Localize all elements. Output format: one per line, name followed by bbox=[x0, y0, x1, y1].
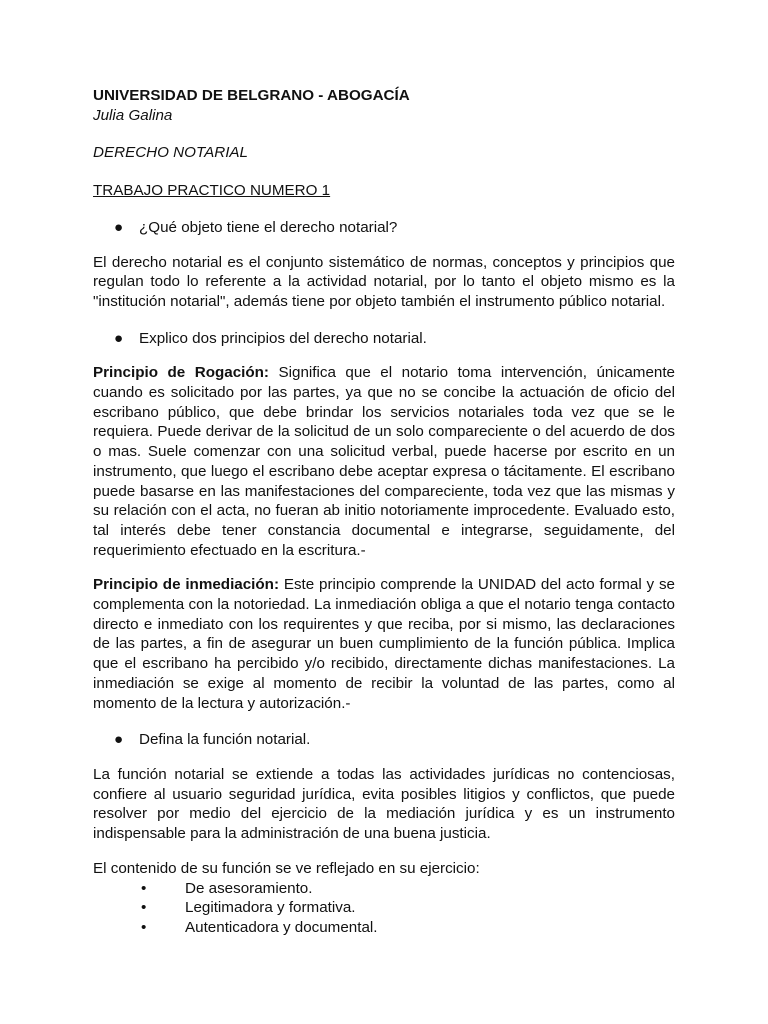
bullet-icon: ● bbox=[114, 218, 124, 236]
principio-inmediacion-paragraph bbox=[93, 575, 675, 713]
question-1 bbox=[93, 218, 675, 238]
question-1-text: ¿Qué objeto tiene el derecho notarial? bbox=[139, 218, 398, 236]
bullet-icon: • bbox=[141, 879, 147, 897]
assignment-heading: TRABAJO PRACTICO NUMERO 1 bbox=[93, 182, 331, 200]
contenido-list bbox=[93, 879, 675, 938]
question-2-text: Explico dos principios del derecho notarial. bbox=[139, 329, 427, 347]
author-name: Julia Galina bbox=[93, 106, 173, 124]
principio-inmediacion-text: Este principio comprende la UNIDAD del acto formal y se complementa con la notoriedad. La inmediación obliga a que el notario tenga contacto directo e inmediato con los requirentes y que reciba, por si mismo, las declaraciones de las partes, a fin de asegurar un buen cumplimiento de la función pública. Implica que el escribano ha percibido y/o recibido, directamente dichas manifestaciones. La inmediación se exige al momento de recibir la voluntad de las partes, como al momento de la lectura y autorización.- bbox=[93, 576, 675, 712]
list-item-text: De asesoramiento. bbox=[185, 879, 313, 897]
subject-heading: DERECHO NOTARIAL bbox=[93, 144, 248, 162]
list-item-text: Legitimadora y formativa. bbox=[185, 899, 356, 917]
question-2 bbox=[93, 329, 675, 349]
principio-rogacion-paragraph bbox=[93, 363, 675, 560]
document-title: UNIVERSIDAD DE BELGRANO - ABOGACÍA bbox=[93, 87, 410, 104]
list-item bbox=[93, 879, 675, 899]
answer-3-paragraph: La función notarial se extiende a todas las actividades jurídicas no contenciosas, confiere al usuario seguridad jurídica, evita posibles litigios y conflictos, que puede resolver por medio del ejercicio de la mediación jurídica y es un instrumento indispensable para la administración de una buena justicia. bbox=[93, 765, 675, 843]
bullet-icon: ● bbox=[114, 731, 124, 749]
list-item-text: Autenticadora y documental. bbox=[185, 918, 378, 936]
principio-rogacion-label: Principio de Rogación: bbox=[93, 364, 269, 382]
bullet-icon: ● bbox=[114, 329, 124, 347]
bullet-icon: • bbox=[141, 899, 147, 917]
list-item bbox=[93, 918, 675, 938]
principio-rogacion-text: Significa que el notario toma intervención, únicamente cuando es solicitado por las partes, ya que no se concibe la actuación de oficio del escribano público, que debe brindar los servicios notariales toda vez que se le requiera. Puede derivar de la solicitud de un solo compareciente o del acuerdo de dos o mas. Suele comenzar con una solicitud verbal, puede hacerse por escrito en un instrumento, que luego el escribano debe aceptar expresa o tácitamente. El escribano puede basarse en las manifestaciones del compareciente, toda vez que las mismas y su relación con el acta, no fueran ab initio notoriamente improcedente. Evaluado esto, tal interés debe tener constancia documental e integrarse, seguidamente, del requerimiento efectuado en la escritura.- bbox=[93, 364, 675, 559]
contenido-intro: El contenido de su función se ve reflejado en su ejercicio: bbox=[93, 859, 480, 877]
answer-1-paragraph: El derecho notarial es el conjunto sistemático de normas, conceptos y principios que regulan todo lo referente a la actividad notarial, por lo tanto el objeto mismo es la "institución notarial", además tiene por objeto también el instrumento público notarial. bbox=[93, 253, 675, 310]
question-3 bbox=[93, 730, 675, 750]
principio-inmediacion-label: Principio de inmediación: bbox=[93, 576, 280, 594]
bullet-icon: • bbox=[141, 918, 147, 936]
question-3-text: Defina la función notarial. bbox=[139, 731, 311, 749]
list-item bbox=[93, 898, 675, 918]
